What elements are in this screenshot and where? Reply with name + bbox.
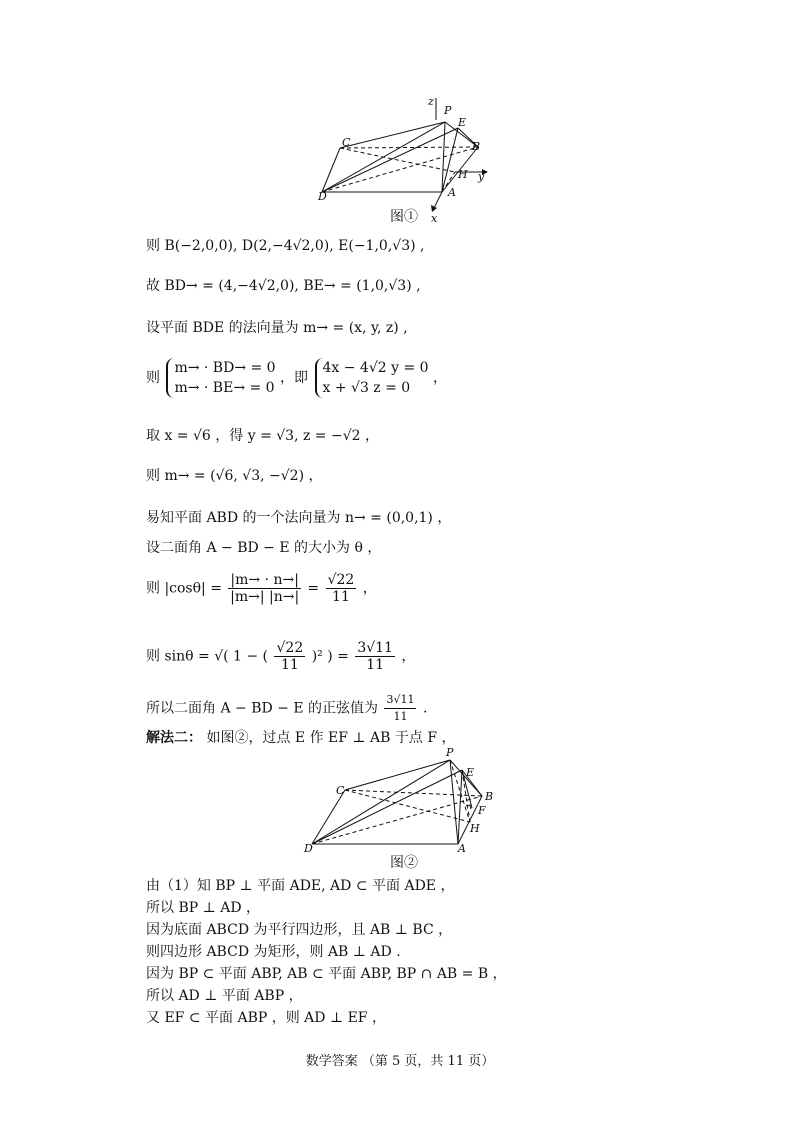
label-B: B	[472, 140, 481, 153]
label-P: P	[446, 748, 454, 759]
system-2-eq-a: 4x − 4√2 y = 0	[322, 360, 429, 376]
sin-fraction-2	[355, 640, 395, 673]
label-x: x	[431, 212, 438, 225]
line-normal-vector: 设平面 BDE 的法向量为 m→ = (x, y, z) ,	[146, 320, 408, 336]
label-H: H	[458, 168, 468, 181]
sin-prefix: 则 sinθ = √( 1 − (	[146, 648, 269, 665]
sin-fraction-1-den: 11	[280, 657, 299, 673]
line-rectangle: 则四边形 ABCD 为矩形，则 AB ⊥ AD .	[146, 944, 401, 960]
line-method-two	[146, 728, 456, 748]
line-cos	[146, 572, 377, 605]
label-D: D	[304, 842, 313, 855]
label-B: B	[485, 790, 494, 803]
line-sine-value	[146, 692, 427, 725]
cos-fraction-1-num: |m→ · n→|	[230, 572, 299, 588]
cos-suffix: ，	[362, 580, 377, 597]
label-A: A	[458, 842, 466, 855]
system-2	[315, 358, 429, 398]
sine-fraction-den: 11	[393, 710, 408, 723]
line-ef-in-plane: 又 EF ⊂ 平面 ABP ，则 AD ⊥ EF ，	[146, 1010, 386, 1026]
cos-prefix: 则 |cosθ| =	[146, 580, 222, 597]
line-m-vector: 则 m→ = (√6, √3, −√2) ，	[146, 468, 323, 484]
line-bp-perp-ad: 所以 BP ⊥ AD ，	[146, 900, 261, 916]
line-coordinates: 则 B(−2,0,0), D(2,−4√2,0), E(−1,0,√3) ,	[146, 238, 425, 254]
line-n-vector: 易知平面 ABD 的一个法向量为 n→ = (0,0,1) ，	[146, 510, 452, 526]
system-2-eq-b: x + √3 z = 0	[322, 380, 411, 396]
label-D: D	[318, 190, 327, 203]
cos-fraction-2-den: 11	[332, 589, 350, 605]
line-dihedral-angle: 设二面角 A − BD − E 的大小为 θ ，	[146, 540, 382, 556]
cos-fraction-1	[228, 572, 301, 605]
label-E: E	[466, 766, 475, 779]
sin-suffix: ，	[401, 648, 416, 665]
label-E: E	[458, 116, 467, 129]
method-two-text: 如图②，过点 E 作 EF ⊥ AB 于点 F ，	[206, 730, 456, 746]
label-z: z	[428, 96, 434, 108]
line-vectors: 故 BD→ = (4,−4√2,0), BE→ = (1,0,√3) ,	[146, 278, 421, 294]
sine-fraction	[384, 692, 416, 725]
system-1	[166, 358, 275, 398]
method-two-heading: 解法二：	[146, 730, 202, 746]
line-sin	[146, 640, 415, 673]
label-A: A	[448, 186, 456, 199]
cos-fraction-2	[326, 572, 357, 605]
system-suffix: ，	[433, 370, 448, 386]
label-y: y	[478, 170, 485, 183]
line-ad-perp-plane: 所以 AD ⊥ 平面 ABP ，	[146, 988, 303, 1004]
line-bp-in-plane: 因为 BP ⊂ 平面 ABP, AB ⊂ 平面 ABP, BP ∩ AB = B ，	[146, 966, 507, 982]
system-1-eq-a: m→ · BD→ = 0	[174, 360, 276, 376]
sine-suffix: .	[422, 700, 428, 717]
system-prefix: 则	[146, 370, 160, 386]
system-mid: ，即	[280, 370, 309, 386]
sine-prefix: 所以二面角 A − BD − E 的正弦值为	[146, 700, 379, 717]
cos-eq: =	[307, 580, 320, 597]
line-parallelogram: 因为底面 ABCD 为平行四边形，且 AB ⊥ BC ，	[146, 922, 453, 938]
figure-1-caption: 图①	[390, 209, 418, 225]
label-P: P	[444, 104, 452, 117]
label-H: H	[470, 822, 480, 835]
sin-fraction-1	[274, 640, 305, 673]
line-system	[146, 358, 447, 398]
label-C: C	[342, 136, 351, 149]
label-C: C	[336, 784, 345, 797]
line-choose-x: 取 x = √6 ，得 y = √3, z = −√2 ，	[146, 428, 379, 444]
system-1-eq-b: m→ · BE→ = 0	[174, 380, 275, 396]
page-footer: 数学答案 （第 5 页，共 11 页）	[305, 1054, 495, 1069]
sine-fraction-num: 3√11	[384, 692, 416, 709]
cos-fraction-2-num: √22	[327, 572, 355, 588]
figure-2-caption: 图②	[390, 855, 418, 871]
cos-fraction-1-den: |m→| |n→|	[230, 589, 300, 605]
sin-mid: )² ) =	[311, 648, 349, 665]
figure-2	[300, 748, 510, 860]
sin-fraction-2-num: 3√11	[357, 640, 393, 656]
line-bp-perp: 由（1）知 BP ⊥ 平面 ADE, AD ⊂ 平面 ADE ，	[146, 878, 455, 894]
sin-fraction-1-num: √22	[276, 640, 304, 656]
label-F: F	[478, 804, 486, 817]
sin-fraction-2-den: 11	[366, 657, 385, 673]
